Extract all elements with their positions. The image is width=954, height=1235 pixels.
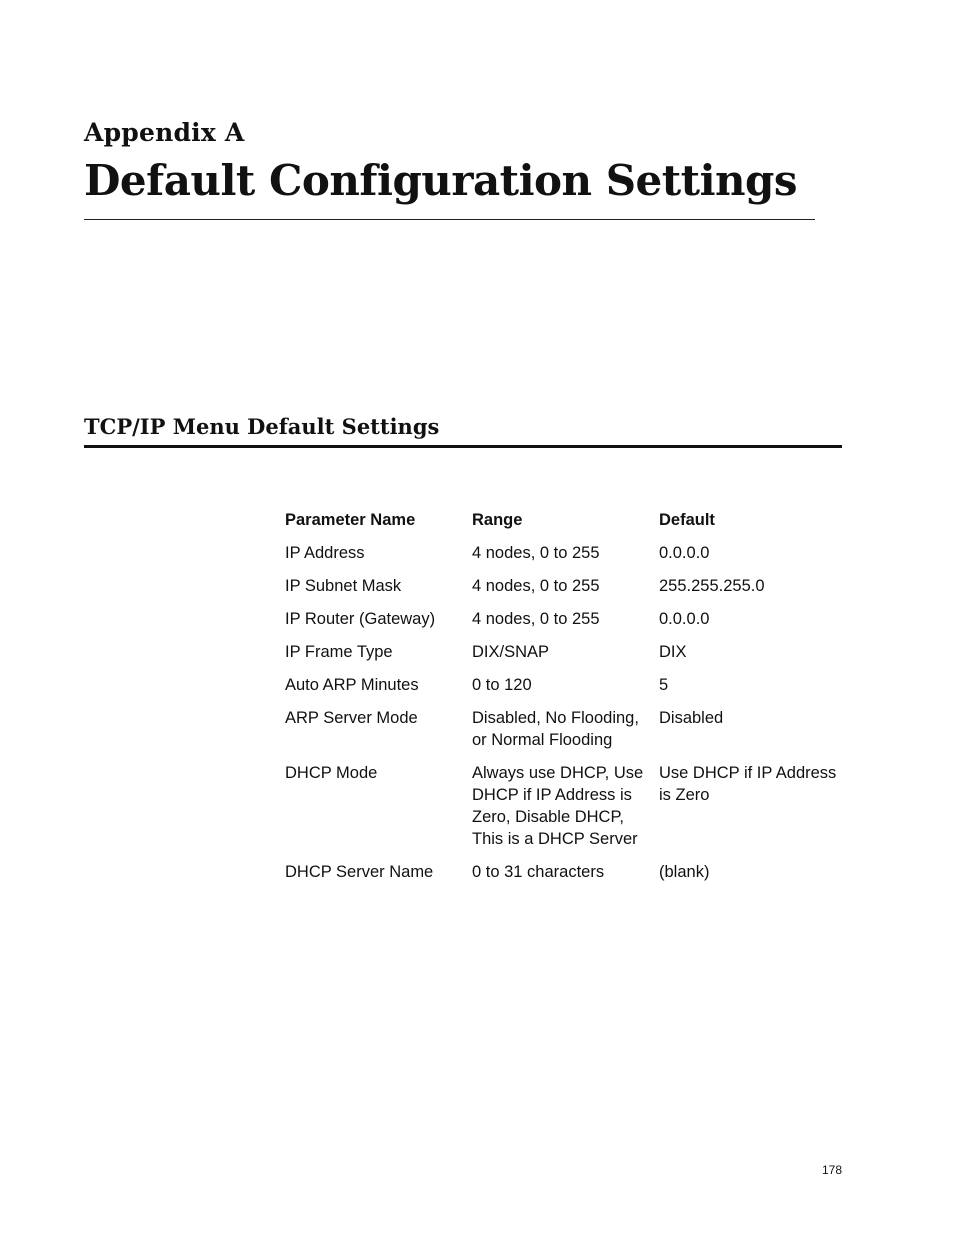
parameter-name-cell: ARP Server Mode (285, 709, 418, 727)
column-header-default: Default (659, 511, 715, 529)
parameter-name-cell: IP Frame Type (285, 643, 393, 661)
default-cell: Disabled (659, 709, 724, 727)
range-cell: 0 to 31 characters (472, 863, 605, 881)
table-row (285, 861, 845, 894)
parameter-name-cell: IP Address (285, 544, 365, 562)
parameter-name-cell: DHCP Server Name (285, 863, 434, 881)
table-row (285, 542, 845, 575)
default-cell: (blank) (659, 863, 710, 881)
tcpip-defaults-table (285, 509, 845, 894)
column-header-range: Range (472, 511, 523, 529)
default-cell: Use DHCP if IP Address is Zero (659, 764, 837, 804)
default-cell: 0.0.0.0 (659, 544, 710, 562)
range-cell: Always use DHCP, Use DHCP if IP Address is Zero, Disable DHCP, This is a DHCP Server (472, 764, 644, 848)
parameter-name-cell: IP Router (Gateway) (285, 610, 436, 628)
column-header-parameter-name: Parameter Name (285, 511, 416, 529)
range-cell: 4 nodes, 0 to 255 (472, 610, 600, 628)
table-row (285, 575, 845, 608)
default-cell: 5 (659, 676, 669, 694)
range-cell: 4 nodes, 0 to 255 (472, 544, 600, 562)
default-cell: 255.255.255.0 (659, 577, 765, 595)
table-header-row (285, 509, 845, 542)
parameter-name-cell: IP Subnet Mask (285, 577, 402, 595)
table-row (285, 641, 845, 674)
parameter-name-cell: Auto ARP Minutes (285, 676, 419, 694)
table-row (285, 762, 845, 861)
table-row (285, 608, 845, 641)
range-cell: DIX/SNAP (472, 643, 550, 661)
page-number: 178 (822, 1163, 843, 1177)
title-divider (84, 219, 815, 220)
page-title: Default Configuration Settings (84, 156, 798, 205)
range-cell: Disabled, No Flooding, or Normal Flooding (472, 709, 639, 749)
parameter-name-cell: DHCP Mode (285, 764, 378, 782)
section-divider (84, 445, 842, 448)
default-cell: 0.0.0.0 (659, 610, 710, 628)
table-row (285, 674, 845, 707)
section-heading: TCP/IP Menu Default Settings (84, 414, 440, 439)
range-cell: 4 nodes, 0 to 255 (472, 577, 600, 595)
table-row (285, 707, 845, 762)
default-cell: DIX (659, 643, 687, 661)
range-cell: 0 to 120 (472, 676, 532, 694)
appendix-label: Appendix A (84, 118, 245, 147)
